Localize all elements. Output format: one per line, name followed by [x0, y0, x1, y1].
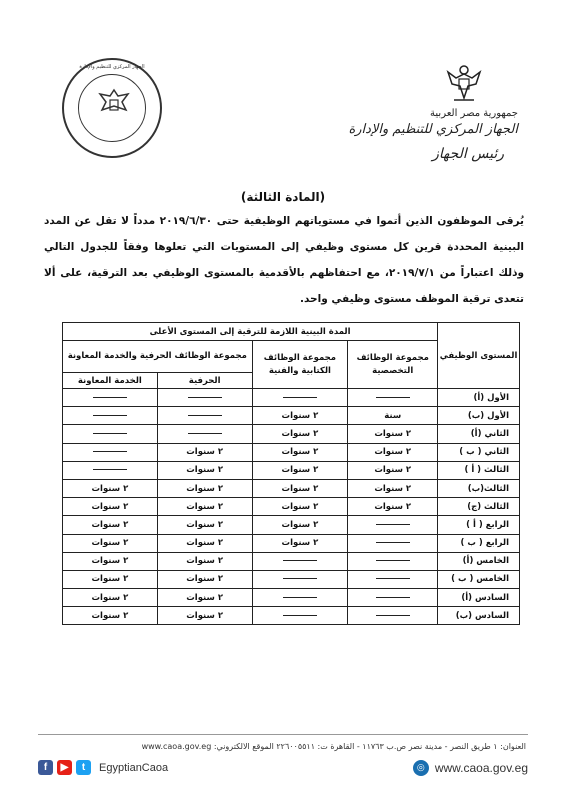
cell-text: ٢ سنوات — [186, 501, 224, 512]
seal-ring-text: الجهاز المركزي للتنظيم والإدارة — [79, 64, 145, 70]
specialized-cell — [348, 443, 438, 461]
cell-text: الخامس ( ب ) — [451, 574, 509, 585]
specialized-cell — [348, 552, 438, 570]
dash-mark — [188, 415, 222, 416]
footer-address: العنوان: ١ طريق النصر - مدينة نصر ص.ب ١١٧٦٣ - القاهرة ت: ٢٢٦٠٠٥٥١١ الموقع الالكتروني: www.caoa.gov.eg — [141, 742, 526, 751]
social-links — [38, 760, 168, 775]
cell-text: ٢ سنوات — [281, 483, 319, 494]
cell-text: الرابع ( أ ) — [466, 519, 509, 530]
header-agency: الجهاز المركزي للتنظيم والإدارة — [348, 122, 518, 137]
clerical-cell — [252, 589, 348, 607]
table-body — [63, 389, 520, 625]
cell-text: ٢ سنوات — [91, 538, 129, 549]
website-text[interactable]: www.caoa.gov.eg — [434, 761, 528, 775]
table-row — [63, 589, 520, 607]
specialized-group-header: مجموعة الوظائف التخصصية — [348, 341, 438, 389]
cell-text: ٢ سنوات — [186, 465, 224, 476]
aux-cell — [63, 498, 158, 516]
eagle-emblem-icon — [446, 64, 482, 104]
specialized-cell — [348, 516, 438, 534]
table-row — [63, 570, 520, 588]
cell-text: الأول (ب) — [467, 410, 509, 421]
cell-text: الثالث(ب) — [467, 483, 509, 494]
cell-text: ٢ سنوات — [374, 483, 412, 494]
footer-divider — [38, 734, 528, 735]
craft-cell — [157, 534, 252, 552]
dash-mark — [376, 397, 410, 398]
craft-cell — [157, 443, 252, 461]
craft-group-header: مجموعة الوظائف الحرفية والخدمة المعاونة — [63, 341, 253, 373]
level-cell — [438, 498, 520, 516]
cell-text: ٢ سنوات — [186, 592, 224, 603]
dash-mark — [283, 597, 317, 598]
dash-mark — [283, 615, 317, 616]
cell-text: السادس (أ) — [461, 592, 509, 603]
aux-cell — [63, 461, 158, 479]
official-seal — [62, 58, 162, 158]
aux-cell — [63, 534, 158, 552]
aux-cell — [63, 607, 158, 625]
craft-cell — [157, 425, 252, 443]
craft-cell — [157, 552, 252, 570]
level-cell — [438, 570, 520, 588]
cell-text: ٢ سنوات — [374, 501, 412, 512]
dash-mark — [283, 560, 317, 561]
clerical-cell — [252, 570, 348, 588]
dash-mark — [376, 542, 410, 543]
craft-cell — [157, 570, 252, 588]
specialized-cell — [348, 607, 438, 625]
specialized-cell — [348, 498, 438, 516]
craft-cell — [157, 407, 252, 425]
span-header: المدة البينية اللازمة للترقية إلى المستوى الأعلى — [63, 323, 438, 341]
craft-cell — [157, 479, 252, 497]
specialized-cell — [348, 570, 438, 588]
cell-text: ٢ سنوات — [374, 428, 412, 439]
clerical-cell — [252, 461, 348, 479]
cell-text: الثاني ( ب ) — [459, 447, 509, 458]
cell-text: ٢ سنوات — [186, 483, 224, 494]
cell-text: ٢ سنوات — [374, 447, 412, 458]
cell-text: الثاني (أ) — [470, 428, 509, 439]
level-cell — [438, 589, 520, 607]
clerical-cell — [252, 498, 348, 516]
cell-text: ٢ سنوات — [91, 610, 129, 621]
clerical-cell — [252, 443, 348, 461]
craft-cell — [157, 516, 252, 534]
dash-mark — [376, 615, 410, 616]
clerical-cell — [252, 389, 348, 407]
dash-mark — [376, 524, 410, 525]
cell-text: ٢ سنوات — [281, 538, 319, 549]
dash-mark — [283, 397, 317, 398]
level-cell — [438, 425, 520, 443]
clerical-cell — [252, 552, 348, 570]
dash-mark — [93, 415, 127, 416]
dash-mark — [93, 397, 127, 398]
cell-text: ٢ سنوات — [186, 519, 224, 530]
table-row — [63, 407, 520, 425]
youtube-icon[interactable]: ▶ — [57, 760, 72, 775]
cell-text: ٢ سنوات — [91, 592, 129, 603]
clerical-group-header: مجموعة الوظائف الكتابية والفنية — [252, 341, 348, 389]
header-country: جمهورية مصر العربية — [430, 108, 518, 119]
cell-text: الثالث (ج) — [467, 501, 509, 512]
cell-text: السادس (ب) — [455, 610, 509, 621]
aux-cell — [63, 516, 158, 534]
specialized-cell — [348, 534, 438, 552]
cell-text: ٢ سنوات — [281, 501, 319, 512]
craft-cell — [157, 461, 252, 479]
clerical-cell — [252, 407, 348, 425]
cell-text: ٢ سنوات — [91, 574, 129, 585]
level-cell — [438, 516, 520, 534]
specialized-cell — [348, 425, 438, 443]
level-column-header: المستوى الوظيفي — [438, 323, 520, 389]
specialized-cell — [348, 479, 438, 497]
dash-mark — [376, 560, 410, 561]
level-cell — [438, 552, 520, 570]
twitter-icon[interactable]: t — [76, 760, 91, 775]
dash-mark — [188, 433, 222, 434]
cell-text: ٢ سنوات — [281, 447, 319, 458]
footer-bar — [38, 758, 528, 778]
level-cell — [438, 461, 520, 479]
level-cell — [438, 443, 520, 461]
clerical-cell — [252, 516, 348, 534]
cell-text: ٢ سنوات — [186, 556, 224, 567]
clerical-cell — [252, 607, 348, 625]
aux-cell — [63, 552, 158, 570]
level-cell — [438, 534, 520, 552]
craft-cell — [157, 607, 252, 625]
dash-mark — [376, 597, 410, 598]
dash-mark — [93, 451, 127, 452]
cell-text: ٢ سنوات — [281, 410, 319, 421]
aux-subheader: الخدمة المعاونة — [63, 373, 158, 389]
table-row — [63, 461, 520, 479]
promotion-table — [62, 322, 520, 625]
table-row — [63, 498, 520, 516]
article-title: (المادة الثالثة) — [240, 190, 326, 204]
specialized-cell — [348, 461, 438, 479]
cell-text: ٢ سنوات — [186, 574, 224, 585]
cell-text: ٢ سنوات — [186, 447, 224, 458]
table-row — [63, 607, 520, 625]
website-link[interactable] — [413, 760, 528, 776]
dash-mark — [93, 433, 127, 434]
aux-cell — [63, 407, 158, 425]
table-row — [63, 425, 520, 443]
table-row — [63, 443, 520, 461]
table-row — [63, 552, 520, 570]
aux-cell — [63, 589, 158, 607]
dash-mark — [93, 469, 127, 470]
aux-cell — [63, 389, 158, 407]
craft-cell — [157, 498, 252, 516]
table-row — [63, 534, 520, 552]
dash-mark — [376, 578, 410, 579]
craft-subheader: الحرفية — [157, 373, 252, 389]
cell-text: ٢ سنوات — [91, 519, 129, 530]
globe-icon: ◎ — [413, 760, 429, 776]
cell-text: ٢ سنوات — [374, 465, 412, 476]
craft-cell — [157, 589, 252, 607]
clerical-cell — [252, 534, 348, 552]
cell-text: الخامس (أ) — [462, 556, 509, 567]
dash-mark — [283, 578, 317, 579]
cell-text: ٢ سنوات — [91, 483, 129, 494]
table-row — [63, 389, 520, 407]
table-row — [63, 516, 520, 534]
aux-cell — [63, 570, 158, 588]
craft-cell — [157, 389, 252, 407]
specialized-cell — [348, 589, 438, 607]
seal-eagle-icon — [94, 84, 134, 124]
aux-cell — [63, 443, 158, 461]
aux-cell — [63, 425, 158, 443]
cell-text: ٢ سنوات — [186, 538, 224, 549]
article-body: يُرقى الموظفون الذين أتموا في مستوياتهم الوظيفية حتى ٢٠١٩/٦/٣٠ مدداً لا تقل عن المدد البينية المحددة قرين كل مستوى وظيفي إلى المستويات التي تعلوها وفقاً للجدول التالي وذلك اعتباراً من ٢٠١٩/٧/١، مع احتفاظهم بالأقدمية بالمستوى الوظيفي بعد الترقية، على ألا تتعدى ترقية الموظف مستوى وظيفي واحد. — [44, 215, 525, 305]
cell-text: ٢ سنوات — [91, 556, 129, 567]
level-cell — [438, 479, 520, 497]
facebook-icon[interactable]: f — [38, 760, 53, 775]
clerical-cell — [252, 479, 348, 497]
social-handle[interactable]: EgyptianCaoa — [99, 761, 169, 774]
cell-text: ٢ سنوات — [91, 501, 129, 512]
cell-text: ٢ سنوات — [281, 465, 319, 476]
clerical-cell — [252, 425, 348, 443]
level-cell — [438, 607, 520, 625]
level-cell — [438, 389, 520, 407]
table-row — [63, 479, 520, 497]
specialized-cell — [348, 389, 438, 407]
cell-text: ٢ سنوات — [186, 610, 224, 621]
aux-cell — [63, 479, 158, 497]
cell-text: الرابع ( ب ) — [460, 538, 509, 549]
cell-text: الثالث ( أ ) — [464, 465, 509, 476]
header-office: رئيس الجهاز — [432, 146, 504, 162]
cell-text: ٢ سنوات — [281, 428, 319, 439]
cell-text: ٢ سنوات — [281, 519, 319, 530]
specialized-cell — [348, 407, 438, 425]
level-cell — [438, 407, 520, 425]
cell-text: سنة — [384, 410, 402, 421]
cell-text: الأول (أ) — [473, 392, 509, 403]
dash-mark — [188, 397, 222, 398]
